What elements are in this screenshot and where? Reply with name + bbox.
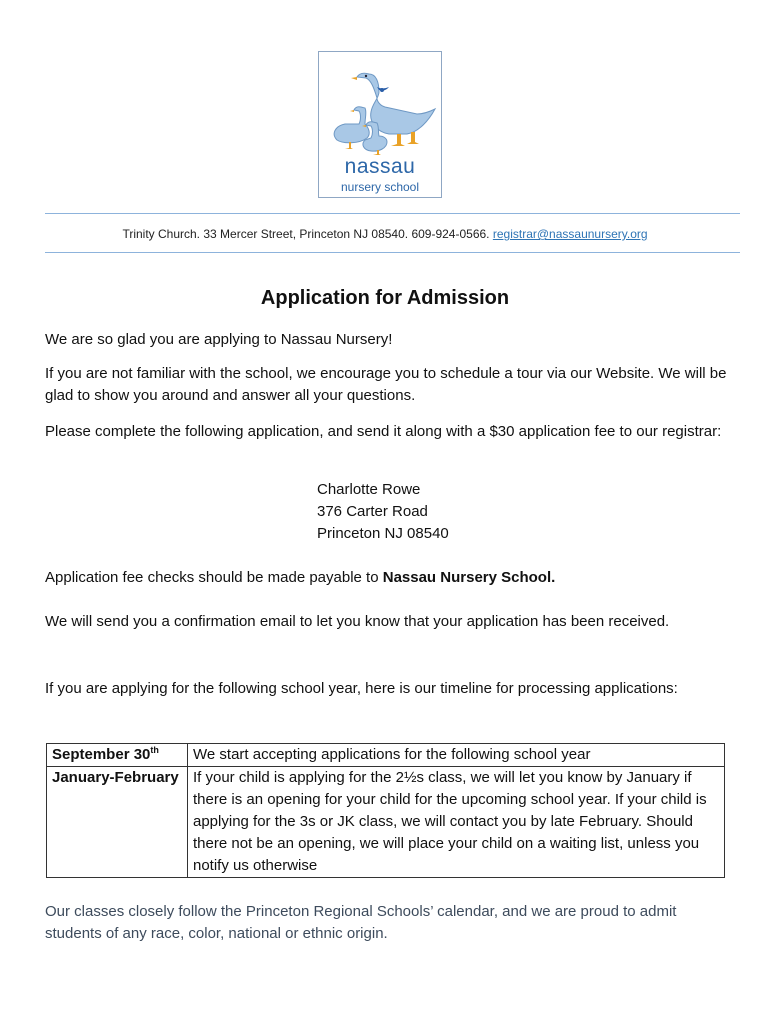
timeline-date: January-February xyxy=(47,767,188,878)
payable-prefix: Application fee checks should be made payable to xyxy=(45,569,383,586)
tour-text: If you are not familiar with the school, we encourage you to schedule a tour via our Website. We will be glad to show you around and answer all your questions. xyxy=(45,365,727,404)
table-row xyxy=(47,744,725,767)
registrar-city: Princeton NJ 08540 xyxy=(317,525,449,542)
confirmation-text: We will send you a confirmation email to let you know that your application has been received. xyxy=(45,613,670,630)
school-logo xyxy=(318,51,442,198)
geese-illustration xyxy=(319,52,441,157)
timeline-table xyxy=(46,743,725,878)
header-rule-bottom xyxy=(45,252,740,253)
logo-subtitle: nursery school xyxy=(340,180,420,194)
footer-text: Our classes closely follow the Princeton Regional Schools’ calendar, and we are proud to admit students of any race, color, national or ethnic origin. xyxy=(45,903,677,942)
timeline-description: We start accepting applications for the following school year xyxy=(188,744,725,767)
header-rule-top xyxy=(45,213,740,214)
welcome-text: We are so glad you are applying to Nassau Nursery! xyxy=(45,331,393,348)
registrar-address xyxy=(317,479,449,545)
registrar-street: 376 Carter Road xyxy=(317,503,428,520)
contact-line xyxy=(0,227,770,241)
registrar-name: Charlotte Rowe xyxy=(317,481,421,498)
timeline-date: September 30th xyxy=(47,744,188,767)
payable-text xyxy=(45,567,735,589)
table-row xyxy=(47,767,725,878)
payee-name: Nassau Nursery School. xyxy=(382,569,556,586)
timeline-intro: If you are applying for the following school year, here is our timeline for processing applications: xyxy=(45,680,678,697)
page-title: Application for Admission xyxy=(260,287,510,309)
fee-text: Please complete the following application, and send it along with a $30 application fee to our registrar: xyxy=(45,423,722,440)
registrar-email-link[interactable]: registrar@nassaunursery.org xyxy=(492,227,648,241)
address-line: Trinity Church. 33 Mercer Street, Princeton NJ 08540. 609-924-0566. xyxy=(122,227,490,241)
timeline-description: If your child is applying for the 2½s class, we will let you know by January if there is an opening for your child for the upcoming school year. If your child is applying for the 3s or JK class, we will contact you by late February. Should there not be an opening, we will place your child on a waiting list, unless you notify us otherwise xyxy=(188,767,725,878)
logo-name: nassau xyxy=(344,155,416,178)
